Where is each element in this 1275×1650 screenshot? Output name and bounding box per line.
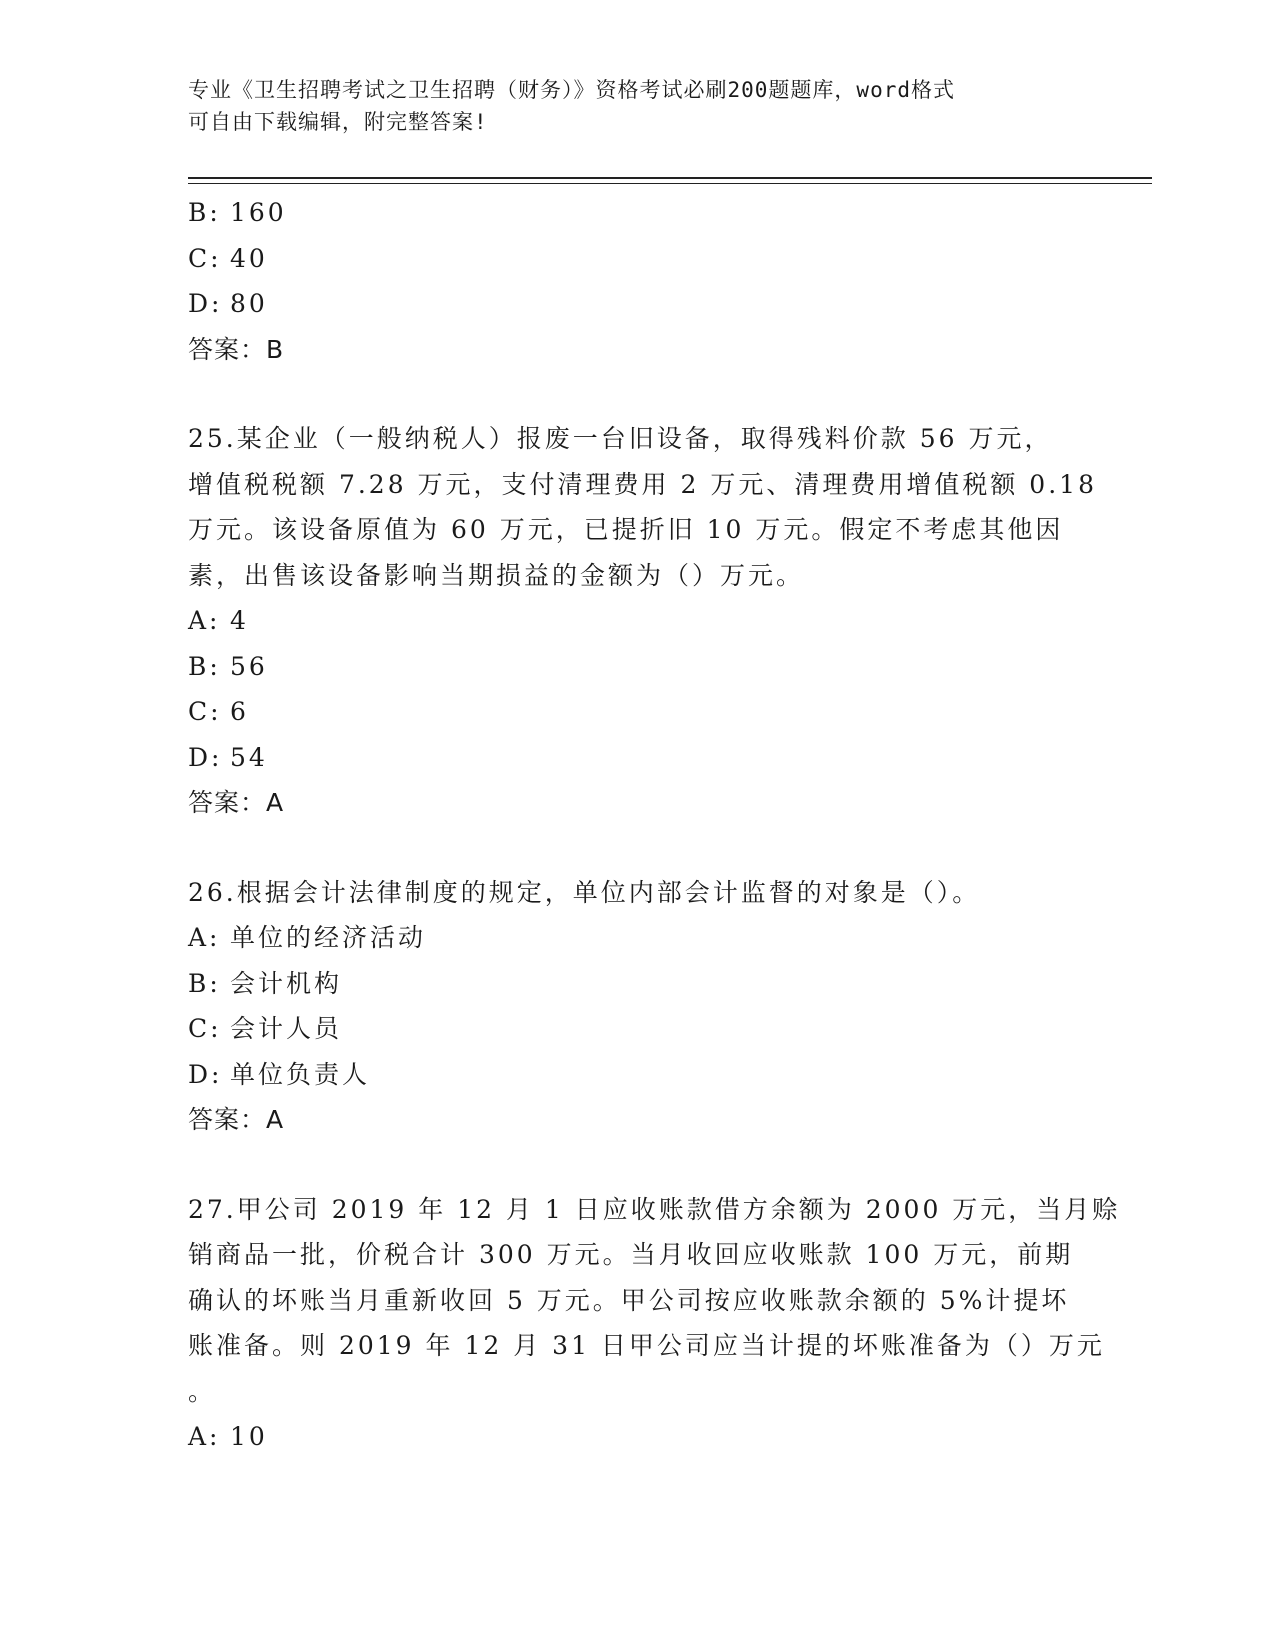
question-text-line: 27.甲公司 2019 年 12 月 1 日应收账款借方余额为 2000 万元，当月赊 [188,1194,1121,1224]
header-divider-thin [188,183,1152,184]
option-label: D: [188,742,223,772]
option-text: 会计机构 [230,968,343,998]
question-text-line: 增值税税额 7.28 万元，支付清理费用 2 万元、清理费用增值税额 0.18 [188,469,1097,499]
option-text: 单位负责人 [230,1059,371,1089]
question-text-line: 销商品一批，价税合计 300 万元。当月收回应收账款 100 万元，前期 [188,1240,1074,1269]
question-block-25 [188,416,1128,826]
option-a [188,915,1128,961]
option-label: D: [188,1059,223,1089]
option-label: A: [188,923,221,952]
option-b [188,190,1128,236]
option-text: 6 [230,697,249,726]
document-header [188,74,1068,138]
question-text-line: 26.根据会计法律制度的规定，单位内部会计监督的对象是（）。 [188,877,981,907]
option-c [188,236,1128,282]
option-text: 54 [230,742,268,772]
option-c [188,689,1128,735]
option-text: 10 [230,1422,268,1451]
header-line-2: 可自由下载编辑，附完整答案! [188,110,488,134]
option-d [188,281,1128,327]
option-label: A: [188,606,221,635]
option-text: 单位的经济活动 [230,923,427,952]
option-label: A: [188,1422,221,1451]
option-text: 80 [230,289,268,318]
question-text-line: 万元。该设备原值为 60 万元，已提折旧 10 万元。假定不考虑其他因 [188,515,1064,544]
option-text: 40 [230,243,268,273]
option-d [188,1052,1128,1098]
question-text-line: 确认的坏账当月重新收回 5 万元。甲公司按应收账款余额的 5%计提坏 [188,1285,1070,1315]
option-text: 160 [230,198,287,227]
answer-line: 答案：A [188,788,285,817]
question-block-24 [188,190,1128,372]
question-block-26 [188,870,1128,1143]
header-line-1: 专业《卫生招聘考试之卫生招聘（财务）》资格考试必刷200题题库，word格式 [188,78,955,102]
option-d [188,735,1128,781]
option-b [188,961,1128,1007]
question-block-27 [188,1187,1128,1460]
option-text: 会计人员 [230,1014,343,1043]
option-label: D: [188,289,223,318]
option-b [188,644,1128,690]
option-label: B: [188,198,221,227]
option-text: 56 [230,651,268,681]
answer-line: 答案：B [188,334,285,364]
answer-line: 答案：A [188,1105,285,1134]
option-label: B: [188,651,221,681]
header-divider-thick [188,177,1152,179]
option-label: C: [188,1014,222,1043]
question-text-line: 25.某企业（一般纳税人）报废一台旧设备，取得残料价款 56 万元， [188,424,1053,453]
question-content [188,190,1128,1460]
option-text: 4 [230,606,249,635]
question-text-line: 。 [188,1376,217,1406]
question-text-line: 账准备。则 2019 年 12 月 31 日甲公司应当计提的坏账准备为（）万元 [188,1331,1105,1360]
option-label: B: [188,968,221,998]
option-label: C: [188,243,222,273]
question-text-line: 素，出售该设备影响当期损益的金额为（）万元。 [188,560,805,590]
option-a [188,598,1128,644]
option-c [188,1006,1128,1052]
option-label: C: [188,697,222,726]
option-a [188,1414,1128,1460]
